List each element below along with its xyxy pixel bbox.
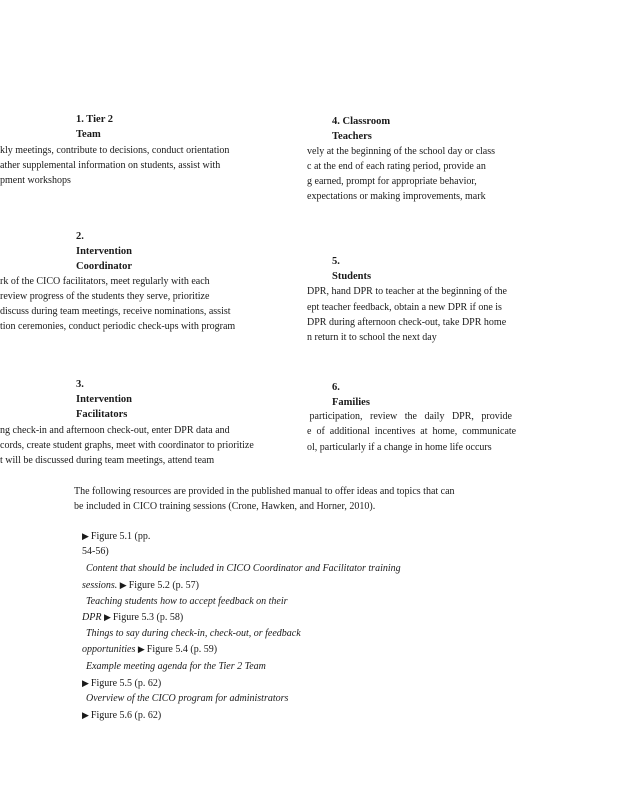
resource-item xyxy=(82,675,161,692)
role-4-title-line: 4. Classroom xyxy=(332,116,391,127)
resource-figure-ref-cont: 54-56) xyxy=(82,546,109,557)
role-1-resp-line: kly meetings, contribute to decisions, conduct orientation xyxy=(0,145,230,156)
role-4-resp-line: g earned, prompt for appropriate behavior, xyxy=(307,176,477,187)
right-triangle-icon: ▶ xyxy=(82,710,89,720)
role-1-title-line: Team xyxy=(76,129,101,140)
resource-figure-ref[interactable]: Figure 5.5 (p. 62) xyxy=(90,678,162,689)
role-6-resp-line: ol, particularly if a change in home life occurs xyxy=(307,442,492,453)
resource-item xyxy=(82,707,161,724)
resource-title-line: opportunities xyxy=(82,644,136,655)
role-2-resp-line: rk of the CICO facilitators, meet regularly with each xyxy=(0,276,210,287)
resource-item xyxy=(82,577,199,594)
resource-title-line: Things to say during check-in, check-out, or feedback xyxy=(86,628,301,639)
role-6-resp-line: participation, review the daily DPR, provide xyxy=(307,411,512,422)
resource-title-line: sessions. xyxy=(82,580,118,591)
resource-figure-ref[interactable]: Figure 5.6 (p. 62) xyxy=(90,710,162,721)
resource-title-line: Content that should be included in CICO Coordinator and Facilitator training xyxy=(86,563,401,574)
role-4-resp-line: expectations or making improvements, mark xyxy=(307,191,486,202)
resource-figure-ref[interactable]: Figure 5.2 (p. 57) xyxy=(128,580,199,591)
role-3-resp-line: cords, create student graphs, meet with coordinator to prioritize xyxy=(0,440,254,451)
role-1-resp-line: pment workshops xyxy=(0,175,71,186)
intro-line: The following resources are provided in the published manual to offer ideas and topics that can xyxy=(74,486,455,497)
resource-title-line: Teaching students how to accept feedback on their xyxy=(86,596,288,607)
role-2-resp-line: tion ceremonies, conduct periodic check-ups with program xyxy=(0,321,236,332)
right-triangle-icon: ▶ xyxy=(82,678,89,688)
intro-line: be included in CICO training sessions (Crone, Hawken, and Horner, 2010). xyxy=(74,501,376,512)
role-3-title-line: Intervention xyxy=(76,394,132,405)
resource-figure-ref[interactable]: Figure 5.3 (p. 58) xyxy=(112,612,184,623)
right-triangle-icon: ▶ xyxy=(103,612,111,622)
resource-title-line: Overview of the CICO program for administrators xyxy=(86,693,289,704)
role-6-title-line: 6. xyxy=(332,382,340,393)
role-3-title-line: Facilitators xyxy=(76,409,128,420)
role-5-title-line: Students xyxy=(332,271,372,282)
resource-item xyxy=(82,609,183,626)
role-4-resp-line: vely at the beginning of the school day or class xyxy=(307,146,496,157)
right-triangle-icon: ▶ xyxy=(82,531,89,541)
role-4-title-line: Teachers xyxy=(332,131,372,142)
resource-figure-ref[interactable]: Figure 5.4 (p. 59) xyxy=(146,644,218,655)
role-6-resp-line: e of additional incentives at home, communicate xyxy=(307,426,517,437)
resource-title-line: Example meeting agenda for the Tier 2 Team xyxy=(86,661,266,672)
role-1-title-line: 1. Tier 2 xyxy=(76,114,114,125)
resource-title-line: DPR xyxy=(82,612,102,623)
role-2-title-line: Coordinator xyxy=(76,261,132,272)
role-6-title-line: Families xyxy=(332,397,370,408)
role-2-resp-line: discuss during team meetings, receive nominations, assist xyxy=(0,306,231,317)
role-3-resp-line: ng check-in and afternoon check-out, enter DPR data and xyxy=(0,425,230,436)
role-5-resp-line: DPR during afternoon check-out, take DPR home xyxy=(307,317,507,328)
role-3-title-line: 3. xyxy=(76,379,84,390)
role-5-title-line: 5. xyxy=(332,256,340,267)
role-4-resp-line: c at the end of each rating period, provide an xyxy=(307,161,486,172)
role-2-resp-line: review progress of the students they serve, prioritize xyxy=(0,291,210,302)
right-triangle-icon: ▶ xyxy=(119,580,127,590)
resource-item xyxy=(82,528,150,545)
role-5-resp-line: DPR, hand DPR to teacher at the beginning of the xyxy=(307,286,507,297)
role-3-resp-line: t will be discussed during team meetings, attend team xyxy=(0,455,215,466)
role-2-title-line: Intervention xyxy=(76,246,132,257)
resource-figure-ref[interactable]: Figure 5.1 (pp. xyxy=(90,531,151,542)
right-triangle-icon: ▶ xyxy=(137,644,145,654)
role-1-resp-line: ather supplemental information on students, assist with xyxy=(0,160,221,171)
role-2-title-line: 2. xyxy=(76,231,84,242)
resource-item xyxy=(82,641,217,658)
role-5-resp-line: ept teacher feedback, obtain a new DPR if one is xyxy=(307,302,502,313)
role-5-resp-line: n return it to school the next day xyxy=(307,332,437,343)
